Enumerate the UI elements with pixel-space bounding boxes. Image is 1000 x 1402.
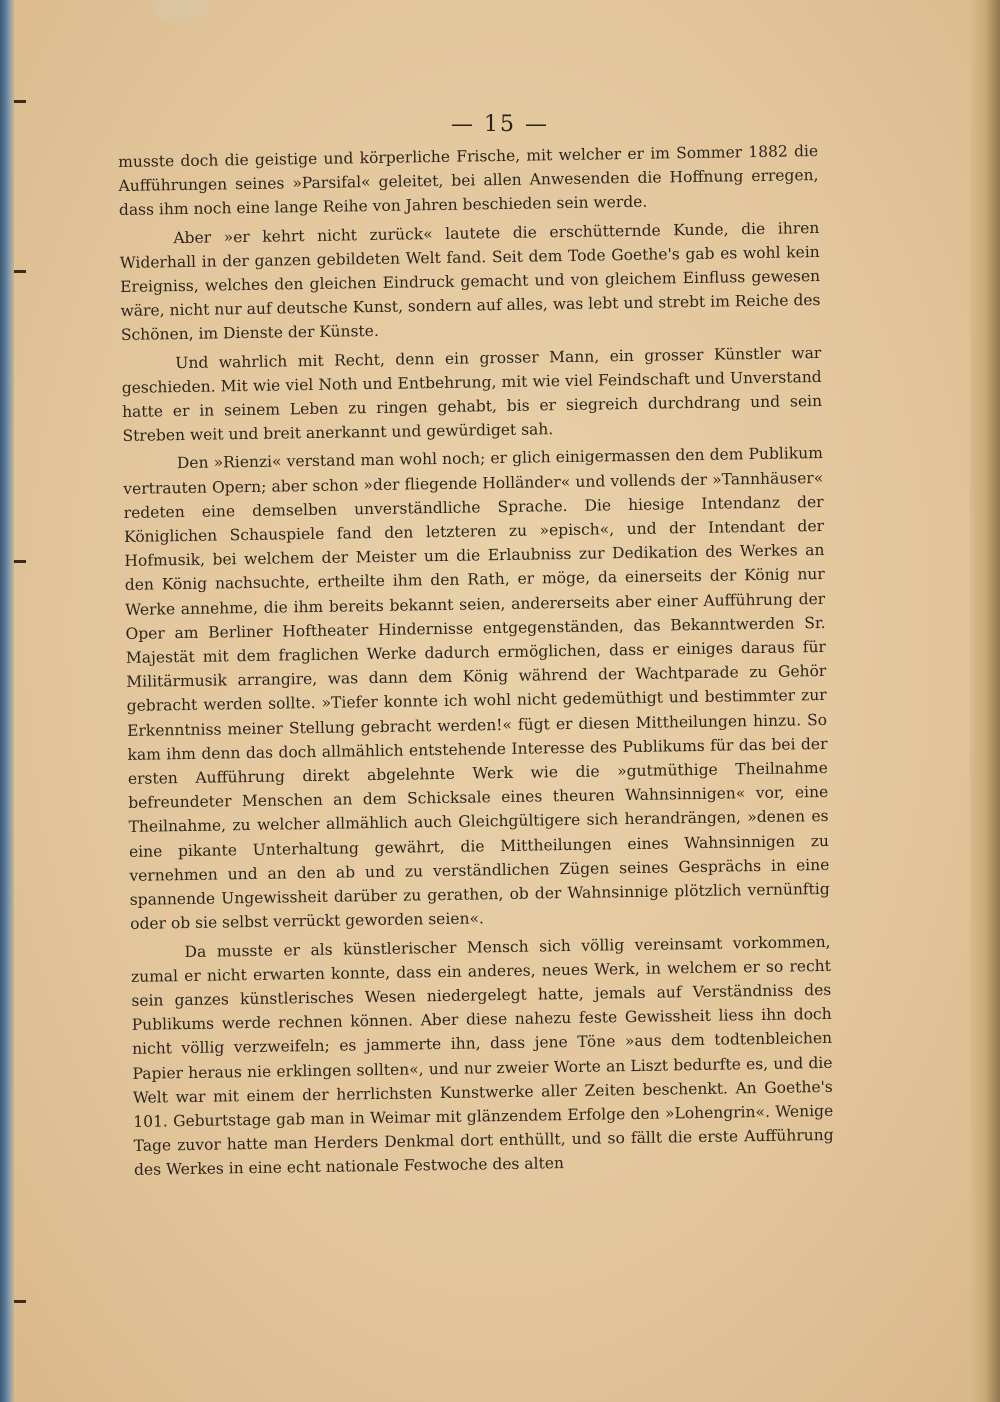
body-text [118, 139, 834, 1186]
book-spine [0, 0, 14, 1402]
paragraph: Da musste er als künstlerischer Mensch sich völlig vereinsamt vorkommen, zumal er nicht erwarten konnte, dass ein anderes, neues Werk, in welchem er so recht sein ganzes künstlerisches Wesen niedergelegt hatte, jemals auf Verständniss des Publikums werde rechnen können. Aber diese nahezu feste Gewissheit liess ihn doch nicht völlig verzweifeln; es jammerte ihn, dass jene Töne »aus dem todtenbleichen Papier heraus nie erklingen sollten«, und nur zweier Worte an Liszt bedurfte es, und die Welt war mit einem der herrlichsten Kunstwerke aller Zeiten beschenkt. An Goethe's 101. Geburtstage gab man in Weimar mit glänzendem Erfolge den »Lohengrin«. Wenige Tage zuvor hatte man Herders Denkmal dort enthüllt, und so fällt die erste Aufführung des Werkes in eine echt nationale Festwoche des alten [130, 932, 834, 1180]
page-edge [970, 0, 1000, 1402]
binding-mark [14, 560, 26, 563]
paragraph: musste doch die geistige und körperliche Frische, mit welcher er im Sommer 1882 die Aufführungen seines »Parsifal« geleitet, bei allen Anwesenden die Hoffnung erregen, dass ihm noch eine lange Reihe von Jahren beschieden sein werde. [118, 142, 819, 220]
paragraph: Den »Rienzi« verstand man wohl noch; er glich einigermassen den dem Publikum vertrauten Opern; aber schon »der fliegende Holländer« und vollends der »Tannhäuser« redeten eine demselben unverständliche Sprache. Die hiesige Intendanz der Königlichen Schauspiele fand den letzteren zu »episch«, und der Intendant der Hofmusik, bei welchem der Meister um die Erlaubniss zur Dedikation des Werkes an den König nachsuchte, ertheilte ihm den Rath, er möge, da einerseits der König nur Werke annehme, die ihm bereits bekannt seien, andererseits aber einer Aufführung der Oper am Berliner Hoftheater Hindernisse entgegenständen, das Bekanntwerden Sr. Majestät mit dem fraglichen Werke dadurch ermöglichen, dass er einiges daraus für Militärmusik arrangire, was dann dem König während der Wachtparade zu Gehör gebracht werden sollte. »Tiefer konnte ich wohl nicht gedemüthigt und bestimmter zur Erkenntniss meiner Stellung gebracht werden!« fügt er diesen Mittheilungen hinzu. So kam ihm denn das doch allmählich entstehende Interesse des Publikums für das bei der ersten Aufführung direkt abgelehnte Werk wie die »gutmüthige Theilnahme befreundeter Menschen an dem Schicksale eines theuren Wahnsinnigen« vor, eine Theilnahme, zu welcher allmählich auch Gleichgültigere sich herandrängen, »denen es eine pikante Unterhaltung gewährt, die Mittheilungen eines Wahnsinnigen zu vernehmen und an den ab und zu verständlichen Zügen seines Gesprächs in eine spannende Ungewissheit darüber zu gerathen, ob der Wahnsinnige plötzlich vernünftig oder ob sie selbst verrückt geworden seien«. [123, 444, 830, 934]
page-clip [150, 0, 210, 22]
binding-mark [14, 100, 26, 103]
binding-mark [14, 1300, 26, 1303]
paragraph: Und wahrlich mit Recht, denn ein grosser Mann, ein grosser Künstler war geschieden. Mit wie viel Noth und Entbehrung, mit wie viel Feindschaft und Unverstand hatte er in seinem Leben zu ringen gehabt, bis er siegreich durchdrang und sein Streben weit und breit anerkannt und gewürdiget sah. [121, 343, 823, 446]
page-number: — 15 — [451, 112, 549, 137]
paragraph: Aber »er kehrt nicht zurück« lautete die erschütternde Kunde, die ihren Widerhall in der ganzen gebildeten Welt fand. Seit dem Tode Goethe's gab es wohl kein Ereigniss, welches den gleichen Eindruck gemacht und von gleichem Einfluss gewesen wäre, nicht nur auf deutsche Kunst, sondern auf alles, was lebt und strebt im Reiche des Schönen, im Dienste der Künste. [119, 218, 821, 345]
binding-mark [14, 270, 26, 273]
